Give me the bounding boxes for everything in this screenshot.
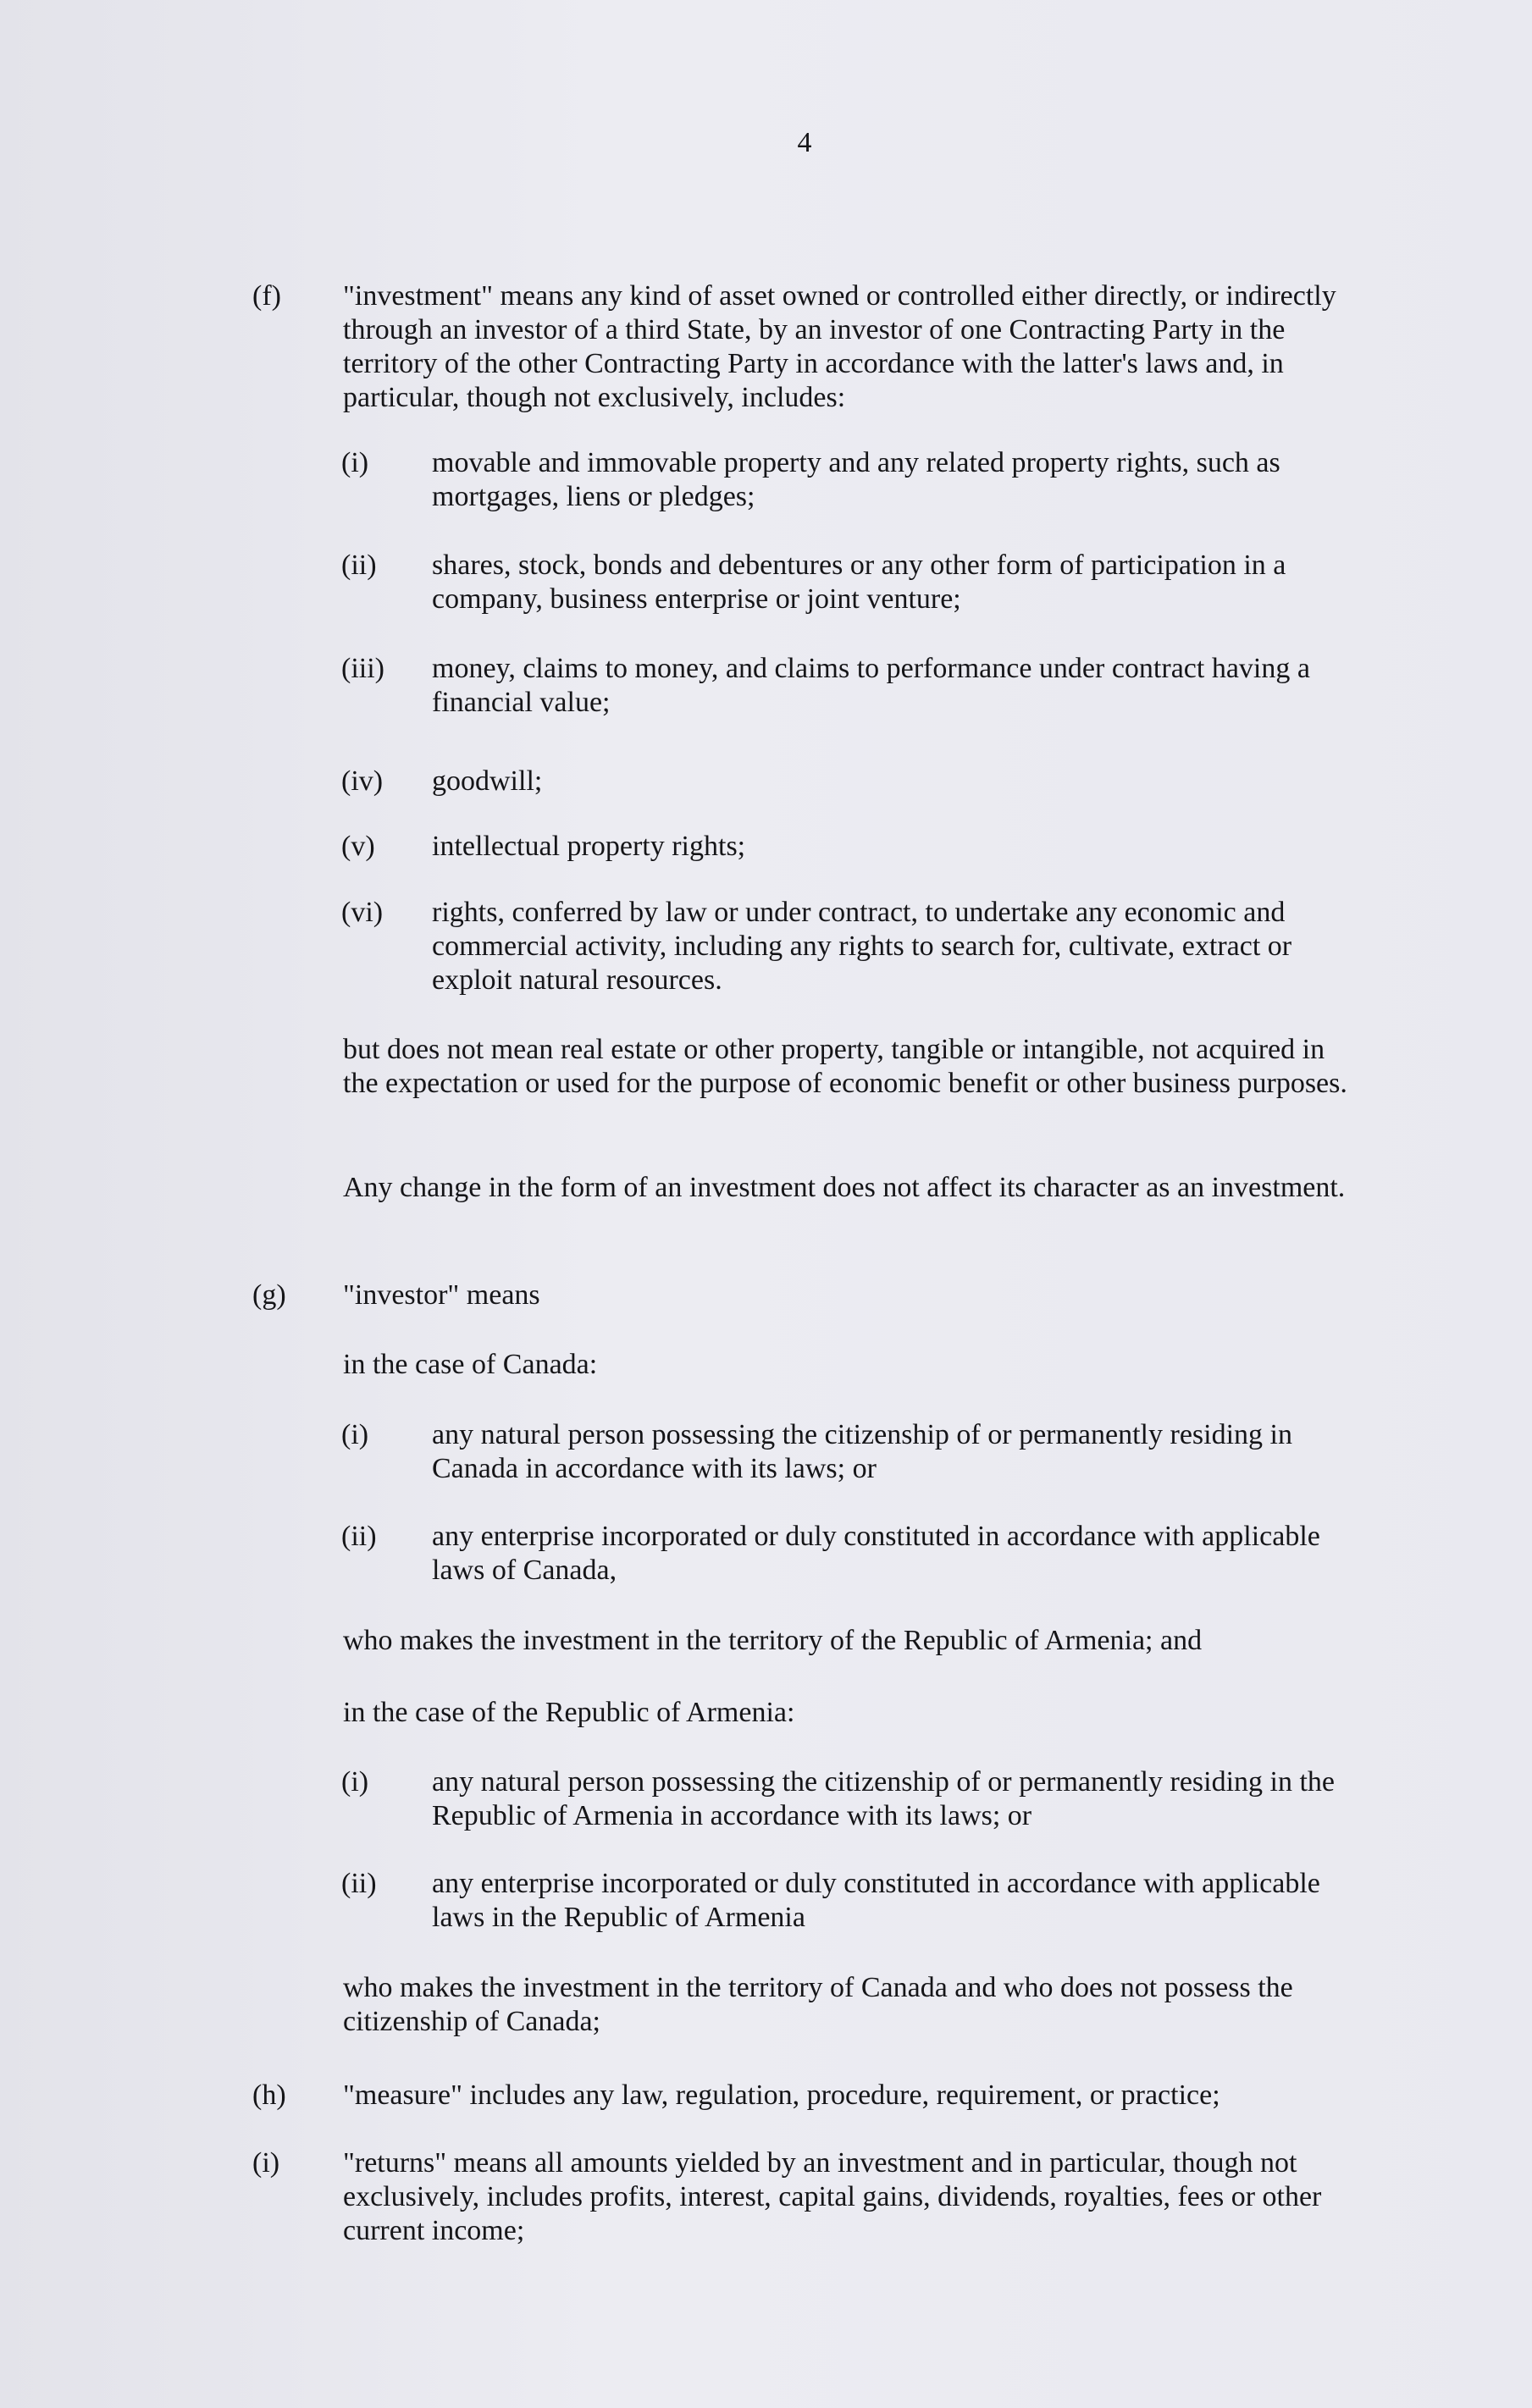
clause-h-label: (h) — [252, 2079, 286, 2111]
clause-h-text: "measure" includes any law, regulation, procedure, requirement, or practice; — [343, 2079, 1220, 2111]
clause-f-item-iii-text: money, claims to money, and claims to performance under contract having a financial value; — [432, 653, 1310, 718]
clause-g-armenia-item-i-text: any natural person possessing the citizenship of or permanently residing in the Republic of Armenia in accordance with its laws; or — [432, 1766, 1336, 1831]
clause-g-armenia-item-ii-text: any enterprise incorporated or duly constituted in accordance with applicable laws in the Republic of Armenia — [432, 1868, 1320, 1933]
clause-g-canada-item-ii-label: (ii) — [341, 1521, 377, 1552]
page-number: 4 — [797, 127, 812, 158]
clause-g-canada-item-i-text: any natural person possessing the citizenship of or permanently residing in Canada in accordance with its laws; or — [432, 1419, 1292, 1484]
clause-f-item-v-text: intellectual property rights; — [432, 831, 746, 862]
clause-g-label: (g) — [252, 1279, 286, 1311]
clause-i-text: "returns" means all amounts yielded by an investment and in particular, though not exclusively, includes profits, interest, capital gains, dividends, royalties, fees or other current income; — [343, 2147, 1322, 2246]
clause-g-armenia-intro: in the case of the Republic of Armenia: — [343, 1697, 795, 1728]
clause-f-item-ii-label: (ii) — [341, 550, 377, 581]
clause-i-label: (i) — [252, 2147, 280, 2179]
clause-f-item-vi-label: (vi) — [341, 897, 384, 928]
clause-f-change: Any change in the form of an investment does not affect its character as an investment. — [343, 1172, 1346, 1203]
clause-f-item-iv-text: goodwill; — [432, 765, 543, 797]
clause-g-canada-item-i-label: (i) — [341, 1419, 369, 1450]
clause-f-exclusion: but does not mean real estate or other property, tangible or intangible, not acquired in the expectation or used for the purpose of economic benefit or other business purposes. — [343, 1034, 1347, 1099]
clause-f-item-iii-label: (iii) — [341, 653, 384, 684]
clause-f-item-i-label: (i) — [341, 447, 369, 478]
clause-f-item-vi-text: rights, conferred by law or under contract, to undertake any economic and commercial activity, including any rights to search for, cultivate, extract or exploit natural resources. — [432, 897, 1292, 996]
clause-g-canada-intro: in the case of Canada: — [343, 1349, 598, 1380]
clause-f-item-i-text: movable and immovable property and any related property rights, such as mortgages, liens or pledges; — [432, 447, 1280, 512]
clause-f-item-v-label: (v) — [341, 831, 375, 862]
clause-g-armenia-item-ii-label: (ii) — [341, 1868, 377, 1899]
clause-f-item-ii-text: shares, stock, bonds and debentures or any other form of participation in a company, business enterprise or joint venture; — [432, 550, 1286, 615]
clause-g-canada-item-ii-text: any enterprise incorporated or duly constituted in accordance with applicable laws of Canada, — [432, 1521, 1320, 1586]
clause-g-text: "investor" means — [343, 1279, 540, 1311]
clause-g-armenia-item-i-label: (i) — [341, 1766, 369, 1798]
clause-f-label: (f) — [252, 280, 281, 312]
clause-g-armenia-tail: who makes the investment in the territory of Canada and who does not possess the citizenship of Canada; — [343, 1972, 1293, 2037]
clause-f-item-iv-label: (iv) — [341, 765, 384, 797]
clause-f-text: "investment" means any kind of asset owned or controlled either directly, or indirectly through an investor of a third State, by an investor of one Contracting Party in the territory of the other Contracting Party in accordance with the latter's laws and, in particular, though not exclusively, includes: — [343, 280, 1336, 413]
clause-g-canada-tail: who makes the investment in the territory of the Republic of Armenia; and — [343, 1625, 1203, 1656]
